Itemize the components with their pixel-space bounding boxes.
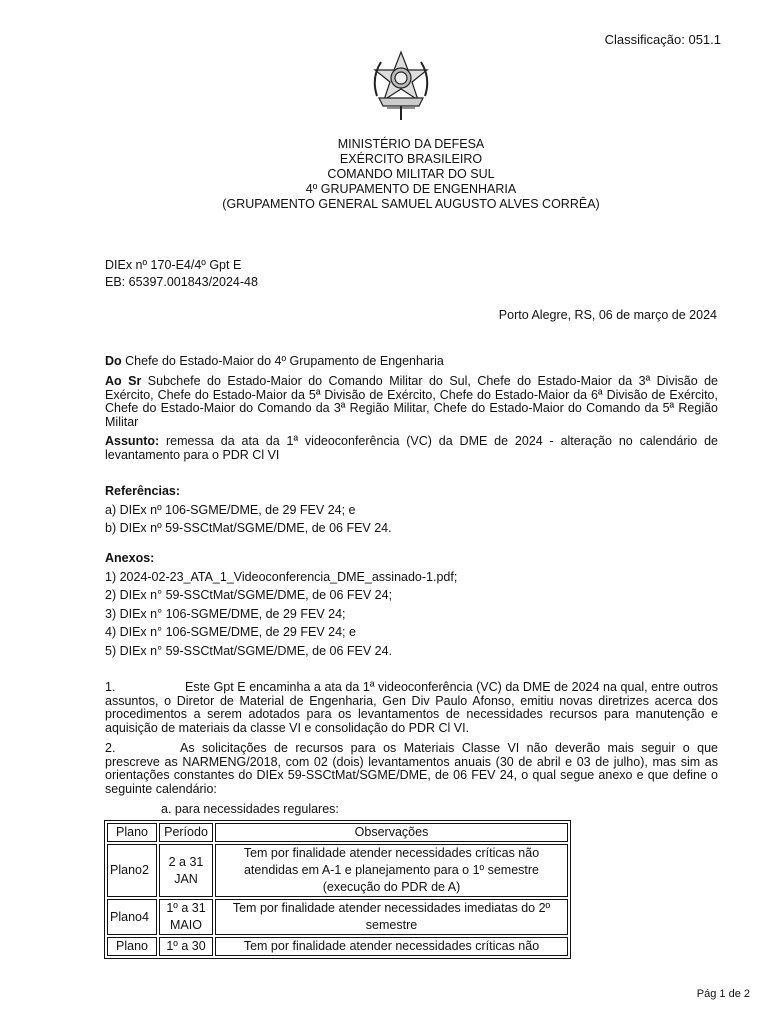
place-date: Porto Alegre, RS, 06 de março de 2024 [498,308,717,322]
table-row [107,844,568,897]
table-cell: 1º a 31 MAIO [159,899,213,935]
table-cell: Tem por finalidade atender necessidades críticas não atendidas em A-1 e planejamento para o 1º semestre (execução do PDR de A) [215,844,568,897]
references-title: Referências: [105,484,181,498]
header-line: MINISTÉRIO DA DEFESA [337,137,485,151]
subject-text: remessa da ata da 1ª videoconferência (VC) da DME de 2024 - alteração no calendário de levantamento para o PDR Cl VI [105,434,718,462]
from-label: Do [105,354,122,368]
item-a-label: a. para necessidades regulares: [161,802,339,816]
header-line: EXÉRCITO BRASILEIRO [339,152,483,166]
header-cell: Observações [215,823,568,842]
paragraph-2 [105,742,718,796]
annexes-section [105,549,457,660]
document-refs [105,257,258,291]
paragraph-number: 1. [105,680,116,694]
annex-item: 4) DIEx n° 106-SGME/DME, de 29 FEV 24; e [105,625,356,639]
table-cell: 1º a 30 [159,937,213,956]
header-line: COMANDO MILITAR DO SUL [327,167,495,181]
annexes-title: Anexos: [105,551,155,565]
eb-number: EB: 65397.001843/2024-48 [105,275,258,289]
annex-item: 1) 2024-02-23_ATA_1_Videoconferencia_DME_assinado-1.pdf; [105,569,458,584]
to-line [105,375,718,429]
subject-line [105,435,718,462]
header-cell: Período [159,823,213,842]
references-section [105,482,392,538]
table-cell: Plano2 [107,844,157,897]
table-row [107,899,568,935]
table-cell: Plano4 [107,899,157,935]
paragraph-number: 2. [105,741,116,755]
paragraph-1 [105,681,718,735]
header-line: 4º GRUPAMENTO DE ENGENHARIA [305,182,517,196]
coat-of-arms-icon [367,48,435,124]
paragraph-text: As solicitações de recursos para os Materiais Classe VI não deverão mais seguir o que prescreve as NARMENG/2018, com 02 (dois) levantamentos anuais (30 de abril e 03 de julho), mas sim as orientações constantes do DIEx 59-SSCtMat/SGME/DME, de 06 FEV 24, o qual segue anexo e que define o seguinte calendário: [105,741,718,796]
calendar-table [104,820,571,959]
reference-item: b) DIEx nº 59-SSCtMat/SGME/DME, de 06 FEV 24. [105,521,392,535]
from-line [105,355,718,369]
page-number: Pág 1 de 2 [696,988,750,1000]
annex-item: 5) DIEx n° 59-SSCtMat/SGME/DME, de 06 FEV 24. [105,643,393,658]
to-label: Ao Sr [105,374,142,388]
header-line: (GRUPAMENTO GENERAL SAMUEL AUGUSTO ALVES CORRÊA) [222,197,600,211]
annex-item: 2) DIEx n° 59-SSCtMat/SGME/DME, de 06 FEV 24; [105,588,393,602]
table-cell: 2 a 31 JAN [159,844,213,897]
to-text: Subchefe do Estado-Maior do Comando Militar do Sul, Chefe do Estado-Maior da 3ª Divisão de Exército, Chefe do Estado-Maior da 5ª Divisão de Exército, Chefe do Estado-Maior da 6ª Divisão de Exército, Chefe do Estado-Maior do Comando da 3ª Região Militar, Chefe do Estado-Maior do Comando da 5ª Região Militar [105,374,719,429]
classification-label: Classificação: 051.1 [604,32,721,47]
header-cell: Plano [107,823,157,842]
table-header-row [107,823,568,842]
from-text: Chefe do Estado-Maior do 4º Grupamento de Engenharia [121,354,444,368]
table-cell: Tem por finalidade atender necessidades críticas não [215,937,568,956]
table-row [107,937,568,956]
paragraph-text: Este Gpt E encaminha a ata da 1ª videoconferência (VC) da DME de 2024 na qual, entre outros assuntos, o Diretor de Material de Engenharia, Gen Div Paulo Afonso, emitiu novas diretrizes acerca dos procedimentos a serem adotados para os levantamentos de necessidades recursos para manutenção e aquisição de materiais da classe VI e consolidação do PDR Cl VI. [105,680,718,735]
diex-number: DIEx nº 170-E4/4º Gpt E [105,258,242,272]
table-cell: Plano [107,937,157,956]
reference-item: a) DIEx nº 106-SGME/DME, de 29 FEV 24; e [105,502,356,517]
annex-item: 3) DIEx n° 106-SGME/DME, de 29 FEV 24; [105,606,346,621]
letterhead [0,137,768,212]
subject-label: Assunto: [105,434,160,448]
table-cell: Tem por finalidade atender necessidades imediatas do 2º semestre [215,899,568,935]
